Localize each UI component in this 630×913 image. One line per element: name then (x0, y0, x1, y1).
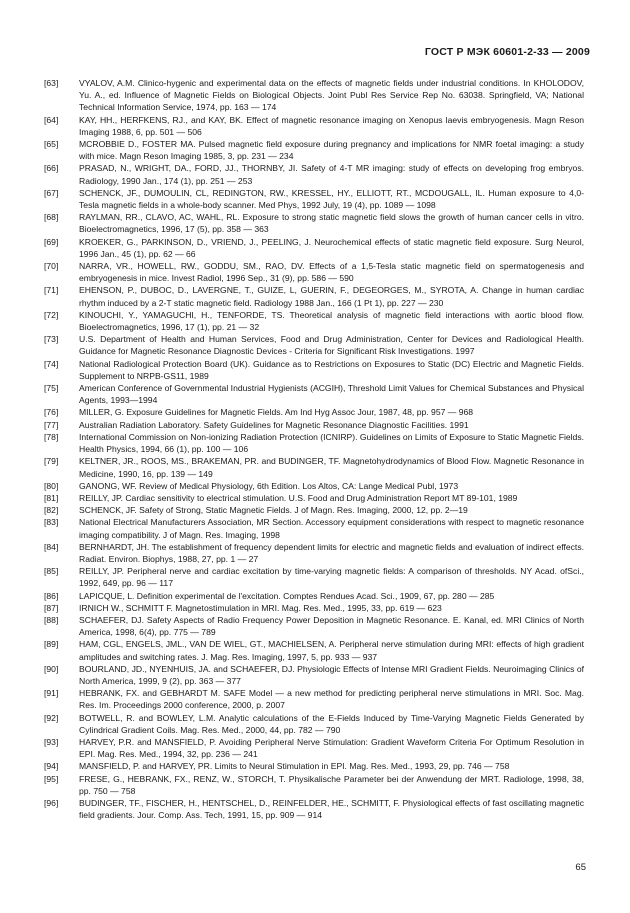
reference-number: [73] (44, 334, 59, 345)
reference-text: American Conference of Governmental Industrial Hygienists (ACGIH), Threshold Limit Values for Chemical Substances and Physical Agents, 1993—1994 (79, 383, 584, 406)
reference-number: [76] (44, 407, 59, 418)
reference-text: BOTWELL, R. and BOWLEY, L.M. Analytic calculations of the E-Fields Induced by Time-Varying Magnetic Fields Generated by Cylindrical Gradient Coils. Mag. Res. Med., 2000, 44, pp. 782 — 790 (79, 712, 584, 735)
reference-text: SCHENCK, JF., DUMOULIN, CL, REDINGTON, RW., KRESSEL, HY., ELLIOTT, RT., MCDOUGALL, IL. Human exposure to 4,0-Tesla magnetic fields in a whole-body scanner. Med Phys, 1992 July, 19 (4), pp. 1089 — 1098 (79, 187, 584, 211)
reference-number: [86] (44, 590, 59, 601)
reference-number: [72] (44, 309, 59, 320)
reference-number: [83] (44, 517, 59, 528)
reference-number: [91] (44, 688, 59, 699)
reference-item (44, 663, 584, 687)
reference-text: IRNICH W., SCHMITT F. Magnetostimulation in MRI. Mag. Res. Med., 1995, 33, pp. 619 — 623 (79, 602, 442, 613)
reference-item (44, 138, 584, 162)
reference-item (44, 590, 584, 602)
reference-item (44, 236, 584, 260)
reference-number: [68] (44, 212, 59, 223)
reference-number: [84] (44, 541, 59, 552)
reference-number: [95] (44, 773, 59, 784)
reference-text: KAY, HH., HERFKENS, RJ., and KAY, BK. Effect of magnetic resonance imaging on Xenopus laevis embryogenesis. Magn Reson Imaging 1988, 6, pp. 501 — 506 (79, 114, 584, 137)
reference-item (44, 77, 584, 114)
document-header: ГОСТ Р МЭК 60601-2-33 — 2009 (424, 46, 590, 58)
reference-number: [94] (44, 761, 59, 772)
reference-number: [75] (44, 383, 59, 394)
reference-number: [87] (44, 602, 59, 613)
reference-text: HEBRANK, FX. and GEBHARDT M. SAFE Model — a new method for predicting peripheral nerve stimulations in MRI. Soc. Mag. Res. Im. Proceedings 2000 conference, 2000, p. 2007 (79, 688, 584, 711)
reference-text: KELTNER, JR., ROOS, MS., BRAKEMAN, PR. and BUDINGER, TF. Magnetohydrodynamics of Blood Flow. Magnetic Resonance in Medicine, 1990, 16, pp. 139 — 149 (79, 456, 584, 479)
reference-number: [65] (44, 139, 59, 150)
reference-item (44, 712, 584, 736)
reference-item (44, 211, 584, 235)
reference-text: MILLER, G. Exposure Guidelines for Magnetic Fields. Am Ind Hyg Assoc Jour, 1987, 48, pp. 957 — 968 (79, 407, 474, 418)
reference-text: National Radiological Protection Board (UK). Guidance as to Restrictions on Exposures to Static (DC) Electric and Magnetic Fields. Supplement to NRPB-GS11, 1989 (79, 358, 584, 381)
reference-item (44, 114, 584, 138)
reference-text: VYALOV, A.M. Clinico-hygenic and experimental data on the effects of magnetic fields under industrial conditions. In KHOLODOV, Yu. A., ed. Influence of Magnetic Fields on Biological Objects. Joint Publ Res Service Rep No. 63038. Springfield, VA; National Technical Information Service, 1974, pp. 163 — 174 (79, 78, 584, 113)
reference-number: [80] (44, 480, 59, 491)
reference-list (44, 77, 584, 821)
reference-number: [74] (44, 358, 59, 369)
reference-number: [88] (44, 614, 59, 625)
reference-text: BUDINGER, TF., FISCHER, H., HENTSCHEL, D., REINFELDER, HE., SCHMITT, F. Physiological effects of fast oscillating magnetic field gradients. Jour. Comp. Ass. Tech, 1991, 15, pp. 909 — 914 (79, 797, 584, 821)
reference-number: [63] (44, 78, 59, 88)
reference-number: [78] (44, 431, 59, 442)
reference-item (44, 687, 584, 711)
reference-text: KINOUCHI, Y., YAMAGUCHI, H., TENFORDE, TS. Theoretical analysis of magnetic field interactions with aortic blood flow. Bioelectromagnetics, 1996, 17 (1), pp. 21 — 32 (79, 309, 584, 333)
reference-text: Australian Radiation Laboratory. Safety Guidelines for Magnetic Resonance Diagnostic Facilities. 1991 (79, 419, 469, 430)
reference-text: RAYLMAN, RR., CLAVO, AC, WAHL, RL. Exposure to strong static magnetic field slows the growth of human cancer cells in vitro. Bioelectromagnetics, 1996, 17 (5), pp. 358 — 363 (79, 212, 584, 235)
reference-item (44, 504, 584, 516)
reference-text: KROEKER, G., PARKINSON, D., VRIEND, J., PEELING, J. Neurochemical effects of static magnetic field exposure. Surg Neurol, 1996 Jan., 45 (1), pp. 62 — 66 (79, 236, 584, 259)
reference-text: NARRA, VR., HOWELL, RW., GODDU, SM., RAO, DV. Effects of a 1,5-Tesla static magnetic field on spermatogenesis and embryogenesis in mice. Invest Radiol, 1996 Sep., 31 (9), pp. 586 — 590 (79, 261, 584, 284)
reference-text: PRASAD, N., WRIGHT, DA., FORD, JJ., THORNBY, JI. Safety of 4-T MR imaging: study of effects on developing frog embryos. Radiology, 1990 Jan., 174 (1), pp. 251 — 253 (79, 163, 584, 186)
reference-item (44, 162, 584, 186)
reference-item (44, 614, 584, 638)
reference-number: [64] (44, 114, 59, 125)
reference-number: [71] (44, 285, 59, 296)
reference-number: [92] (44, 712, 59, 723)
reference-item (44, 284, 584, 308)
reference-item (44, 638, 584, 662)
reference-number: [66] (44, 163, 59, 174)
reference-number: [93] (44, 736, 59, 747)
reference-item (44, 541, 584, 565)
reference-item (44, 187, 584, 211)
reference-number: [70] (44, 261, 59, 272)
reference-item (44, 565, 584, 589)
reference-text: HAM, CGL, ENGELS, JML., VAN DE WIEL, GT., MACHIELSEN, A. Peripheral nerve stimulation during MRI: effects of high gradient amplitudes and switching rates. J. Mag. Res. Imaging, 1997, 5, pp. 933 — 937 (79, 639, 584, 662)
reference-text: GANONG, WF. Review of Medical Physiology, 6th Edition. Los Altos, CA: Lange Medical Publ, 1973 (79, 480, 459, 491)
reference-item (44, 797, 584, 821)
reference-text: MCROBBIE D., FOSTER MA. Pulsed magnetic field exposure during pregnancy and implications for NMR foetal imaging: a study with mice. Magn Reson Imaging 1985, 3, pp. 231 — 234 (79, 139, 584, 162)
reference-number: [67] (44, 187, 59, 198)
reference-text: BOURLAND, JD., NYENHUIS, JA. and SCHAEFER, DJ. Physiologic Effects of Intense MRI Gradient Fields. Neuroimaging Clinics of North America, 1999, 9 (2), pp. 363 — 377 (79, 663, 584, 686)
reference-text: REILLY, JP. Peripheral nerve and cardiac excitation by time-varying magnetic fields: A comparison of thresholds. NY Acad. ofSci., 1992, 649, pp. 96 — 117 (79, 566, 584, 589)
reference-item (44, 602, 584, 614)
reference-item (44, 431, 584, 455)
reference-number: [81] (44, 492, 59, 503)
reference-item (44, 309, 584, 333)
reference-item (44, 773, 584, 797)
reference-text: International Commission on Non-ionizing Radiation Protection (ICNIRP). Guidelines on Limits of Exposure to Static Magnetic Fields. Health Physics, 1994, 66 (1), pp. 100 — 106 (79, 431, 584, 455)
reference-item (44, 358, 584, 382)
reference-item (44, 736, 584, 760)
reference-item (44, 260, 584, 284)
reference-text: HARVEY, P.R. and MANSFIELD, P. Avoiding Peripheral Nerve Stimulation: Gradient Waveform Criteria For Optimum Resolution in EPI. Mag. Res. Med., 1994, 32, pp. 236 — 241 (79, 736, 584, 760)
reference-text: REILLY, JP. Cardiac sensitivity to electrical stimulation. U.S. Food and Drug Administration Report MT 89-101, 1989 (79, 492, 518, 503)
reference-number: [77] (44, 419, 59, 430)
reference-number: [96] (44, 797, 59, 808)
reference-text: SCHAEFER, DJ. Safety Aspects of Radio Frequency Power Deposition in Magnetic Resonance. E. Kanal, ed. MRI Clinics of North America, 1998, 6(4), pp. 775 — 789 (79, 614, 584, 638)
reference-text: LAPICQUE, L. Definition experimental de l'excitation. Comptes Rendues Acad. Sci., 1909, 67, pp. 280 — 285 (79, 590, 495, 601)
page-number: 65 (575, 862, 586, 873)
reference-text: National Electrical Manufacturers Association, MR Section. Accessory equipment considerations with respect to magnetic resonance imaging compatibility. J of Magn. Res. Imaging, 1998 (79, 517, 584, 540)
reference-text: U.S. Department of Health and Human Services, Food and Drug Administration, Center for Devices and Radiological Health. Guidance for Magnetic Resonance Diagnostic Devices - Criteria for Significant Risk Investigations. 1997 (79, 334, 584, 357)
reference-item (44, 419, 584, 431)
reference-item (44, 406, 584, 418)
reference-text: MANSFIELD, P. and HARVEY, PR. Limits to Neural Stimulation in EPI. Mag. Res. Med., 1993, 29, pp. 746 — 758 (79, 761, 510, 772)
reference-text: EHENSON, P., DUBOC, D., LAVERGNE, T., GUIZE, L, GUERIN, F., DEGEORGES, M., SYROTA, A. Change in human cardiac rhythm induced by a 2-T static magnetic field. Radiology 1988 Jan., 166 (1 Pt 1), pp. 227 — 230 (79, 285, 584, 308)
reference-text: BERNHARDT, JH. The establishment of frequency dependent limits for electric and magnetic fields and evaluation of indirect effects. Radiat. Environ. Biophys, 1988, 27, pp. 1 — 27 (79, 541, 584, 564)
reference-item (44, 455, 584, 479)
reference-item (44, 480, 584, 492)
reference-item (44, 492, 584, 504)
reference-number: [82] (44, 505, 59, 516)
reference-text: SCHENCK, JF. Safety of Strong, Static Magnetic Fields. J of Magn. Res. Imaging, 2000, 12, pp. 2—19 (79, 505, 468, 516)
reference-number: [85] (44, 566, 59, 577)
reference-number: [89] (44, 639, 59, 650)
reference-text: FRESE, G., HEBRANK, FX., RENZ, W., STORCH, T. Physikalische Parameter bei der Anwendung der MRT. Radiologe, 1998, 38, pp. 750 — 758 (79, 773, 584, 796)
reference-number: [79] (44, 456, 59, 467)
reference-item (44, 382, 584, 406)
reference-number: [69] (44, 236, 59, 247)
reference-item (44, 516, 584, 540)
reference-item (44, 760, 584, 772)
reference-number: [90] (44, 663, 59, 674)
reference-item (44, 333, 584, 357)
